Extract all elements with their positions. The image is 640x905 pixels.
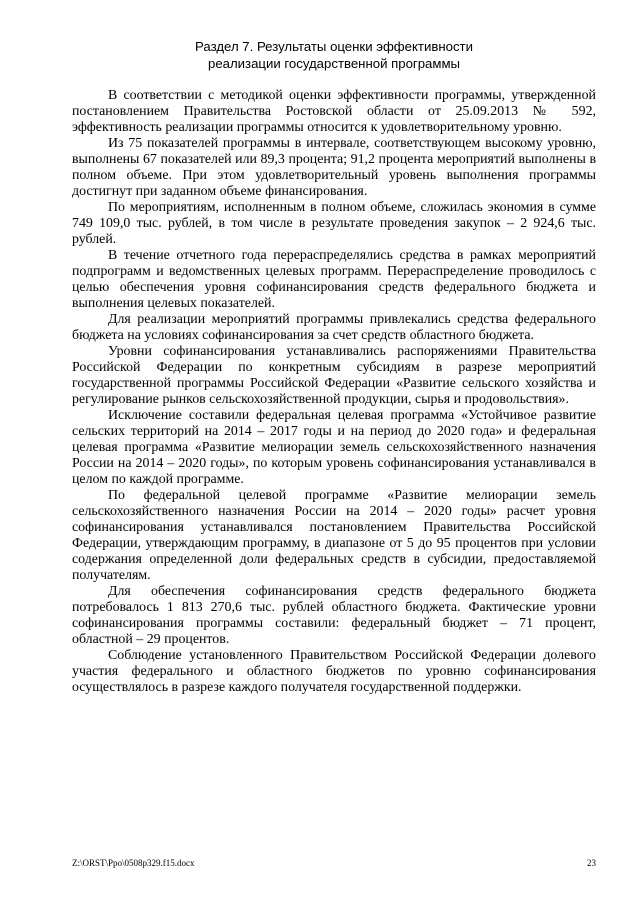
paragraph-exceptions: Исключение составили федеральная целевая программа «Устойчивое развитие сельских территорий на 2014 – 2017 годы и на период до 2020 года» и федеральная целевая программа «Развитие мелиорации земель сельскохозяйственного назначения России на 2014 – 2020 годы», по которым уровень софинансирования устанавливался в целом по каждой программе. <box>72 408 596 487</box>
section-heading-line-1: Раздел 7. Результаты оценки эффективности <box>195 39 473 54</box>
paragraph-savings: По мероприятиям, исполненным в полном объеме, сложилась экономия в сумме 749 109,0 тыс. рублей, в том числе в результате проведения закупок – 2 924,6 тыс. рублей. <box>72 200 596 247</box>
paragraph-compliance: Соблюдение установленного Правительством Российской Федерации долевого участия федерального и областного бюджетов по уровню софинансирования осуществлялось в разрезе каждого получателя государственной поддержки. <box>72 648 596 695</box>
paragraph-redistribution: В течение отчетного года перераспределялись средства в рамках мероприятий подпрограмм и ведомственных целевых программ. Перераспределение проводилось с целью обеспечения уровня софинансирования средств федерального бюджета и выполнения целевых показателей. <box>72 248 596 311</box>
paragraph-methodology: В соответствии с методикой оценки эффективности программы, утвержденной постановлением Правительства Ростовской области от 25.09.2013 № 592, эффективность реализации программы относится к удовлетворительному уровню. <box>72 88 596 135</box>
footer-file-path: Z:\ORST\Ppo\0508p329.f15.docx <box>72 858 195 868</box>
paragraph-federal-funds: Для реализации мероприятий программы привлекались средства федерального бюджета на условиях софинансирования за счет средств областного бюджета. <box>72 312 596 343</box>
paragraph-cofinancing-levels: Уровни софинансирования устанавливались распоряжениями Правительства Российской Федерации по конкретным субсидиям в разрезе мероприятий государственной программы Российской Федерации «Развитие сельского хозяйства и регулирование рынков сельскохозяйственной продукции, сырья и продовольствия». <box>72 344 596 407</box>
paragraph-indicators: Из 75 показателей программы в интервале, соответствующем высокому уровню, выполнены 67 показателей или 89,3 процента; 91,2 процента мероприятий выполнены в полном объеме. При этом удовлетворительный уровень выполнения программы достигнут при заданном объеме финансирования. <box>72 136 596 199</box>
paragraph-regional-budget: Для обеспечения софинансирования средств федерального бюджета потребовалось 1 813 270,6 тыс. рублей областного бюджета. Фактические уровни софинансирования программы составили: федеральный бюджет – 71 процент, областной – 29 процентов. <box>72 584 596 647</box>
paragraph-melioration: По федеральной целевой программе «Развитие мелиорации земель сельскохозяйственного назначения России на 2014 – 2020 годы» расчет уровня софинансирования устанавливался постановлением Правительства Российской Федерации, утверждающим программу, в диапазоне от 5 до 95 процентов при условии содержания определенной доли федеральных средств в субсидии, предоставляемой получателям. <box>72 488 596 583</box>
page-number: 23 <box>587 858 596 868</box>
section-heading-line-2: реализации государственной программы <box>207 56 461 71</box>
body-text <box>72 88 596 696</box>
section-heading <box>72 38 596 72</box>
